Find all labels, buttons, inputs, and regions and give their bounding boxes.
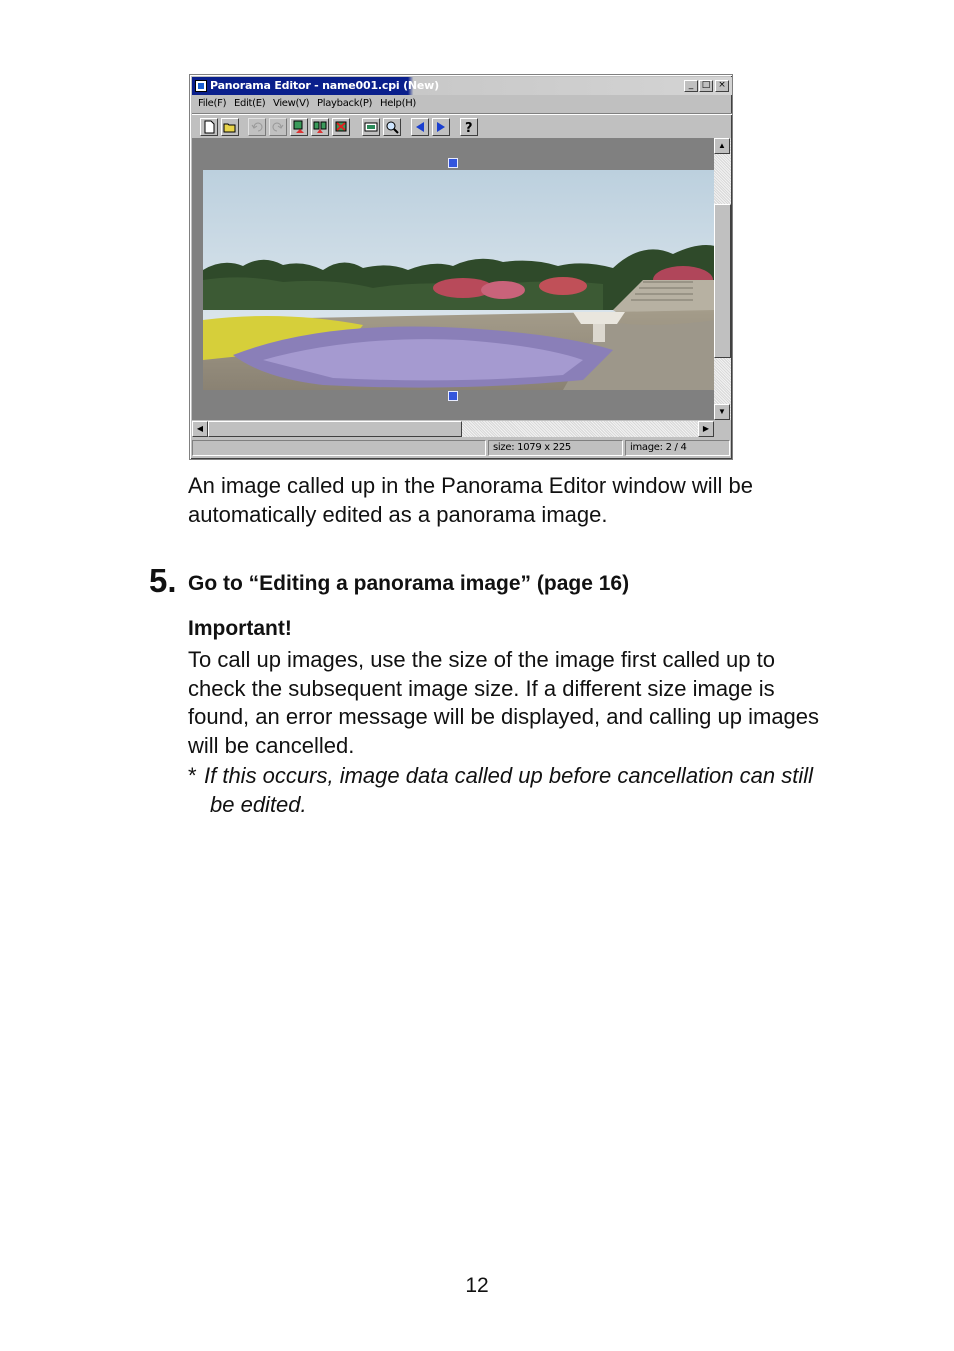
help-icon xyxy=(462,120,476,134)
undo-icon xyxy=(250,120,264,134)
bottom-joint-marker[interactable] xyxy=(448,391,458,401)
horizontal-scrollbar[interactable] xyxy=(192,421,714,437)
open-button[interactable] xyxy=(221,118,239,136)
step-number: 5. xyxy=(149,562,177,599)
caption-line-2: automatically edited as a panorama image. xyxy=(188,502,608,527)
panorama-editor-window xyxy=(189,74,733,460)
redo-icon xyxy=(271,120,285,134)
preview-button[interactable] xyxy=(362,118,380,136)
status-size: size: 1079 x 225 xyxy=(488,440,623,456)
scroll-down-button[interactable]: ▼ xyxy=(714,404,730,420)
previous-arrow-icon xyxy=(413,120,427,134)
new-file-button[interactable] xyxy=(200,118,218,136)
status-image-count: image: 2 / 4 xyxy=(625,440,730,456)
menu-bar xyxy=(192,96,732,112)
page-number: 12 xyxy=(465,1274,489,1297)
note-line-2: be edited. xyxy=(210,792,307,817)
panorama-image xyxy=(203,170,715,390)
help-button[interactable] xyxy=(460,118,478,136)
maximize-button[interactable]: □ xyxy=(699,80,713,92)
menu-edit[interactable]: Edit(E) xyxy=(234,98,266,109)
new-file-icon xyxy=(202,120,216,134)
important-heading: Important! xyxy=(188,617,292,640)
status-pane-message xyxy=(192,440,486,456)
zoom-button[interactable] xyxy=(383,118,401,136)
menu-help[interactable]: Help(H) xyxy=(380,98,417,109)
scroll-up-button[interactable]: ▲ xyxy=(714,138,730,154)
previous-button[interactable] xyxy=(411,118,429,136)
window-title: Panorama Editor - name001.cpi (New) xyxy=(210,79,439,92)
note xyxy=(188,761,813,819)
scroll-right-button[interactable]: ▶ xyxy=(698,421,714,437)
caption-line-1: An image called up in the Panorama Editor window will be xyxy=(188,473,753,498)
preview-icon xyxy=(364,120,378,134)
app-icon xyxy=(195,80,207,92)
delete-image-icon xyxy=(334,120,348,134)
zoom-icon xyxy=(385,120,399,134)
vertical-scroll-thumb[interactable] xyxy=(714,204,731,358)
title-bar xyxy=(192,77,732,95)
svg-text:?: ? xyxy=(465,121,473,134)
panorama-photo xyxy=(203,170,715,390)
next-button[interactable] xyxy=(432,118,450,136)
note-asterisk: * xyxy=(188,763,197,788)
menu-playback[interactable]: Playback(P) xyxy=(317,98,373,109)
important-line-2: check the subsequent image size. If a different size image is xyxy=(188,676,775,701)
menu-view[interactable]: View(V) xyxy=(273,98,310,109)
minimize-button[interactable]: _ xyxy=(684,80,698,92)
important-line-1: To call up images, use the size of the image first called up to xyxy=(188,647,775,672)
close-button[interactable]: × xyxy=(715,80,729,92)
note-line-1: If this occurs, image data called up before cancellation can still xyxy=(204,763,813,788)
status-bar xyxy=(192,439,732,458)
open-folder-icon xyxy=(223,120,237,134)
join-images-button[interactable] xyxy=(311,118,329,136)
menu-file[interactable]: File(F) xyxy=(198,98,227,109)
image-canvas[interactable] xyxy=(192,138,714,420)
step-title: Go to “Editing a panorama image” (page 16) xyxy=(188,572,630,595)
scroll-left-button[interactable]: ◀ xyxy=(192,421,208,437)
top-joint-marker[interactable] xyxy=(448,158,458,168)
important-line-4: will be cancelled. xyxy=(188,733,355,758)
delete-image-button[interactable] xyxy=(332,118,350,136)
join-images-icon xyxy=(313,120,327,134)
vertical-scrollbar[interactable] xyxy=(714,138,731,420)
toolbar xyxy=(192,113,732,138)
insert-image-button[interactable] xyxy=(290,118,308,136)
horizontal-scroll-thumb[interactable] xyxy=(208,421,462,437)
insert-image-icon xyxy=(292,120,306,134)
undo-button[interactable] xyxy=(248,118,266,136)
redo-button[interactable] xyxy=(269,118,287,136)
next-arrow-icon xyxy=(434,120,448,134)
important-line-3: found, an error message will be displayed, and calling up images xyxy=(188,704,820,729)
